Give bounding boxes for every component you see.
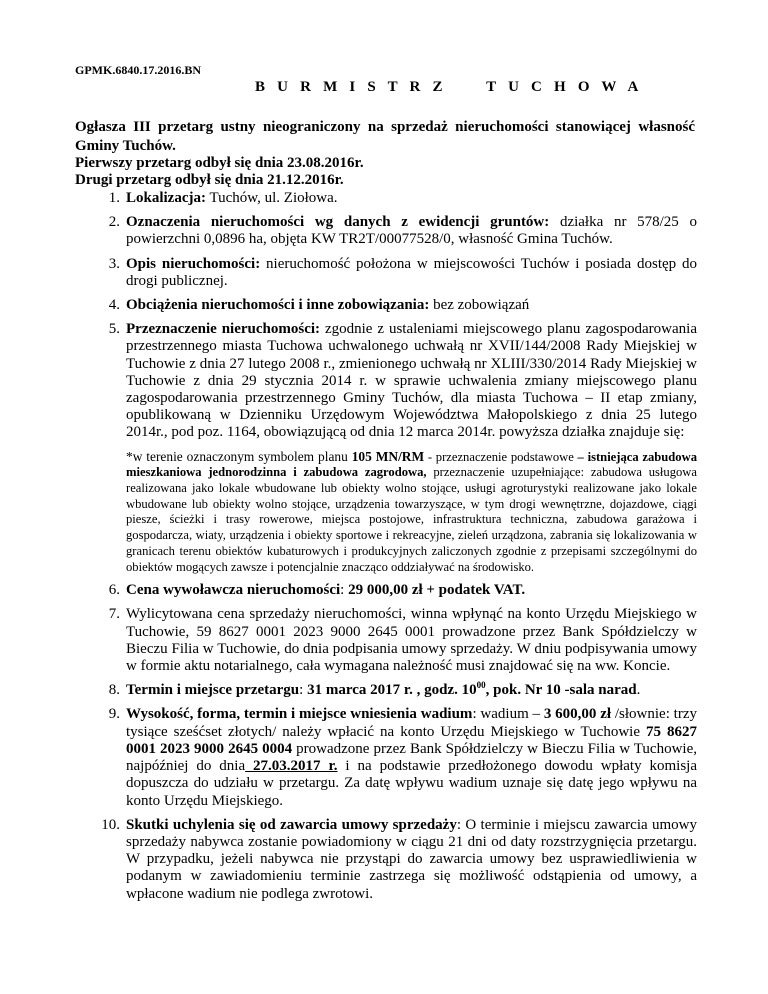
zoning-note: *w terenie oznaczonym symbolem planu 105 MN/RM - przeznaczenie podstawowe – istniejąca zabudowa mieszkaniowa jednorodzinna i zabudowa zagrodowa, przeznaczenie uzupełniające: zabudowa usługowa realizowana jako lokale wbudowane lub obiekty wolno stojące, usługi agroturystyki realizowane jako lokale wbudowane lub obiekty wolno stojące, urządzenia towarzyszące, w tym drogi wewnętrzne, dojazdowe, ciągi piesze, ścieżki i trasy rowerowe, miejsca postojowe, infrastruktura techniczna, zabudowa garażowa i gospodarcza, wiaty, urządzenia i obiekty sportowe i rekreacyjne, zieleń urządzona, zabrania się lokalizowania w granicach terenu obiektów kubaturowych i produkcyjnych zaliczonych zgodnie z przepisami szczególnymi do obiektów mogących zawsze i potencjalnie znacząco oddziaływać na środowisko.: [126, 448, 697, 574]
announcement-title: Ogłasza III przetarg ustny nieograniczony na sprzedaż nieruchomości stanowiącej własność Gminy Tuchów.: [75, 119, 695, 154]
second-tender-date: Drugi przetarg odbył się dnia 21.12.2016r.: [75, 172, 344, 188]
item-number: 10.: [101, 816, 120, 833]
first-tender-date: Pierwszy przetarg odbył się dnia 23.08.2016r.: [75, 155, 364, 171]
item-number: 9.: [108, 706, 120, 723]
item-number: 3.: [108, 255, 120, 272]
item-text: działka nr 578/25 o powierzchni 0,0896 ha, objęta KW TR2T/00077528/0, własność Gmina Tuchów.: [126, 214, 697, 248]
item-label: Cena wywoławcza nieruchomości: [126, 582, 341, 599]
item-text: :: [340, 582, 349, 599]
item-label: Opis nieruchomości:: [126, 255, 261, 272]
tender-room: , pok. Nr 10 -sala narad: [485, 682, 637, 699]
item-text: : O terminie i miejscu zawarcia umowy sprzedaży nabywca zostanie powiadomiony w ciągu 21 dni od daty rozstrzygnięcia przetargu. W przypadku, jeżeli nabywca nie przystąpi do zawarcia umowy bez usprawiedliwienia w podanym w zawiadomieniu terminie zastrzega się możliwość odstąpienia od umowy, a wpłacone wadium nie podlega zwrotowi.: [126, 816, 697, 902]
conditions-list: [75, 190, 697, 910]
item-number: 2.: [108, 214, 120, 231]
item-number: 1.: [108, 190, 120, 206]
item-text: Wylicytowana cena sprzedaży nieruchomości, winna wpłynąć na konto Urzędu Miejskiego w Tuchowie, 59 8627 0001 2023 9000 2645 0001 prowadzone przez Bank Spółdzielczy w Bieczu Filia w Tuchowie, do dnia podpisania umowy sprzedaży. W dniu podpisywania umowy w formie aktu notarialnego, cała wymagana należność musi znajdować się na ww. Koncie.: [126, 606, 697, 675]
list-item-tender-date: 8. Termin i miejsce przetargu: 31 marca 2017 r. , godz. $10^{00}$, pok. Nr 10 -sala narad.: [75, 682, 697, 699]
item-number: 5.: [108, 321, 120, 338]
item-label: Obciążenia nieruchomości i inne zobowiązania:: [126, 297, 430, 314]
deposit-account: 75 8627 0001 2023 9000 2645 0004: [126, 723, 697, 757]
reference-number: GPMK.6840.17.2016.BN: [75, 63, 201, 77]
item-label: Przeznaczenie nieruchomości:: [126, 321, 321, 338]
item-label: Wysokość, forma, termin i miejsce wniesienia wadium: [126, 706, 473, 723]
item-text: Tuchów, ul. Ziołowa.: [206, 190, 338, 206]
item-number: 4.: [108, 297, 120, 314]
starting-price-value: 29 000,00 zł + podatek VAT.: [348, 582, 526, 599]
item-number: 6.: [108, 582, 120, 599]
item-number: 8.: [108, 682, 120, 699]
deposit-deadline: 27.03.2017 r.: [245, 758, 338, 775]
tender-history: [75, 155, 364, 189]
item-text: bez zobowiązań: [429, 297, 530, 314]
item-text: zgodnie z ustaleniami miejscowego planu zagospodarowania przestrzennego miasta Tuchowa uchwalonego uchwałą nr XVII/144/2008 Rady Miejskiej w Tuchowie z dnia 27 lutego 2008 r., zmienionego uchwałą nr XLIII/330/2014 Rady Miejskiej w Tuchowie z dnia 29 stycznia 2014 r. w sprawie uchwalenia zmiany miejscowego planu zagospodarowania przestrzennego Gminy Tuchów, dla miasta Tuchowa – II etap zmiany, opublikowaną w Dzienniku Urzędowym Województwa Małopolskiego z dnia 25 lutego 2014r., pod poz. 1164, obowiązującą od dnia 12 marca 2014r. powyższa działka znajduje się:: [126, 321, 697, 441]
list-item-land-registry: [75, 214, 697, 248]
list-item-starting-price: [75, 582, 697, 599]
tender-datetime: 31 marca 2017 r. , godz. 10: [307, 682, 477, 699]
item-label: Skutki uchylenia się od zawarcia umowy sprzedaży: [126, 816, 457, 833]
list-item-encumbrances: [75, 297, 697, 314]
list-item-description: [75, 256, 697, 290]
list-item-location: [75, 190, 697, 207]
list-item-deposit: 9. Wysokość, forma, termin i miejsce wniesienia wadium: wadium – 3 600,00 zł /słownie: trzy tysiące sześćset złotych/ należy wpłacić na konto Urzędu Miejskiego w Tuchowie 75 8627 0001 2023 9000 2645 0004 prowadzone przez Bank Spółdzielczy w Bieczu Filia w Tuchowie, najpóźniej do dnia 27.03.2017 r. i na podstawie przedłożonego dowodu wpłaty komisja dopuszcza do udziału w przetargu. Za datę wpływu wadium uznaje się datę jego wpływu na konto Urzędu Miejskiego.: [75, 706, 697, 809]
authority-heading: B U R M I S T R Z T U C H O W A: [255, 79, 643, 95]
list-item-payment: [75, 606, 697, 675]
item-label: Termin i miejsce przetargu: [126, 682, 300, 699]
item-number: 7.: [108, 606, 120, 623]
item-label: Oznaczenia nieruchomości wg danych z ewidencji gruntów:: [126, 214, 550, 231]
item-text: nieruchomość położona w miejscowości Tuchów i posiada dostęp do drogi publicznej.: [126, 255, 697, 289]
item-label: Lokalizacja:: [126, 190, 206, 206]
deposit-amount: 3 600,00 zł: [543, 706, 612, 723]
list-item-evasion-effects: [75, 817, 697, 903]
list-item-purpose: [75, 321, 697, 441]
